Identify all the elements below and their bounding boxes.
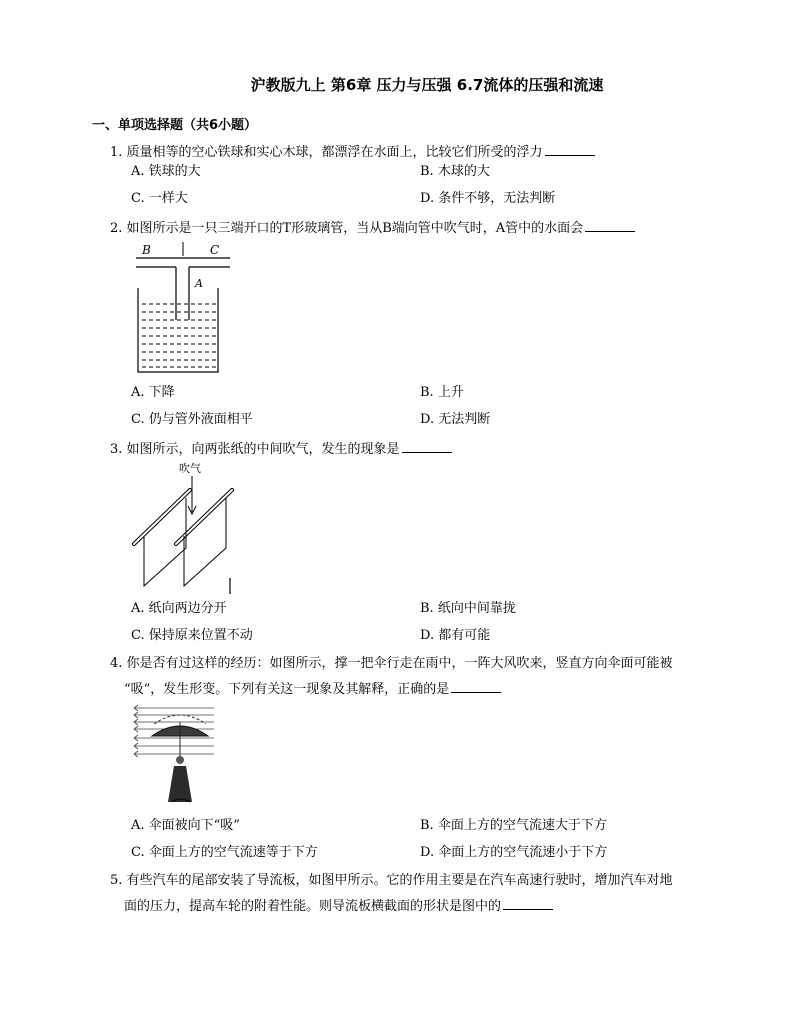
option-b: B. 木球的大 [420,164,490,179]
option-c: C. 一样大 [131,191,188,206]
t-tube-figure [126,238,236,378]
question-number: 2. [110,221,123,236]
question-number: 3. [110,442,123,457]
label-c: C [210,243,220,257]
question-text: 质量相等的空心铁球和实心木球，都漂浮在水面上，比较它们所受的浮力 [126,145,543,160]
option-b: B. 纸向中间靠拢 [420,601,516,616]
option-c: C. 保持原来位置不动 [131,628,253,643]
answer-blank [451,679,501,693]
option-b: B. 伞面上方的空气流速大于下方 [420,818,607,833]
answer-blank [545,142,595,156]
question-text: 有些汽车的尾部安装了导流板，如图甲所示。它的作用主要是在汽车高速行驶时，增加汽车对地 [126,873,673,888]
page-title: 沪教版九上 第6章 压力与压强 6.7流体的压强和流速 [250,76,604,94]
umbrella-figure [128,700,220,808]
option-a: A. 纸向两边分开 [131,601,227,616]
option-c: C. 仍与管外液面相平 [131,412,253,427]
answer-blank [402,439,452,453]
question-2-stem [110,218,635,238]
question-4-stem-line2 [124,679,501,699]
question-number: 5. [110,873,123,888]
option-c: C. 伞面上方的空气流速等于下方 [131,845,318,860]
question-text: 你是否有过这样的经历：如图所示，撑一把伞行走在雨中，一阵大风吹来，竖直方向伞面可能被 [126,656,673,671]
question-text: 如图所示是一只三端开口的T形玻璃管，当从B端向管中吹气时，A管中的水面会 [126,221,584,236]
section-heading: 一、单项选择题（共6小题） [92,118,258,133]
label-b: B [142,243,151,257]
question-1-stem [110,142,595,162]
question-text: 面的压力，提高车轮的附着性能。则导流板横截面的形状是图中的 [124,899,502,914]
label-a: A [195,277,203,290]
option-a: A. 下降 [131,385,175,400]
option-d: D. 无法判断 [420,412,491,427]
question-text: 如图所示，向两张纸的中间吹气，发生的现象是 [126,442,400,457]
question-3-stem [110,439,452,459]
question-5-stem-line2 [124,896,553,916]
option-d: D. 条件不够，无法判断 [420,191,556,206]
question-number: 4. [110,656,123,671]
question-5-stem-line1 [110,872,673,890]
answer-blank [585,218,635,232]
option-a: A. 铁球的大 [131,164,201,179]
option-a: A. 伞面被向下“吸” [131,818,240,833]
question-4-stem-line1 [110,655,673,673]
option-d: D. 伞面上方的空气流速小于下方 [420,845,608,860]
paper-blow-figure [126,458,246,598]
option-b: B. 上升 [420,385,464,400]
question-number: 1. [110,145,123,160]
question-text: “吸”，发生形变。下列有关这一现象及其解释，正确的是 [124,682,450,697]
answer-blank [503,896,553,910]
option-d: D. 都有可能 [420,628,491,643]
blow-label: 吹气 [179,462,201,475]
